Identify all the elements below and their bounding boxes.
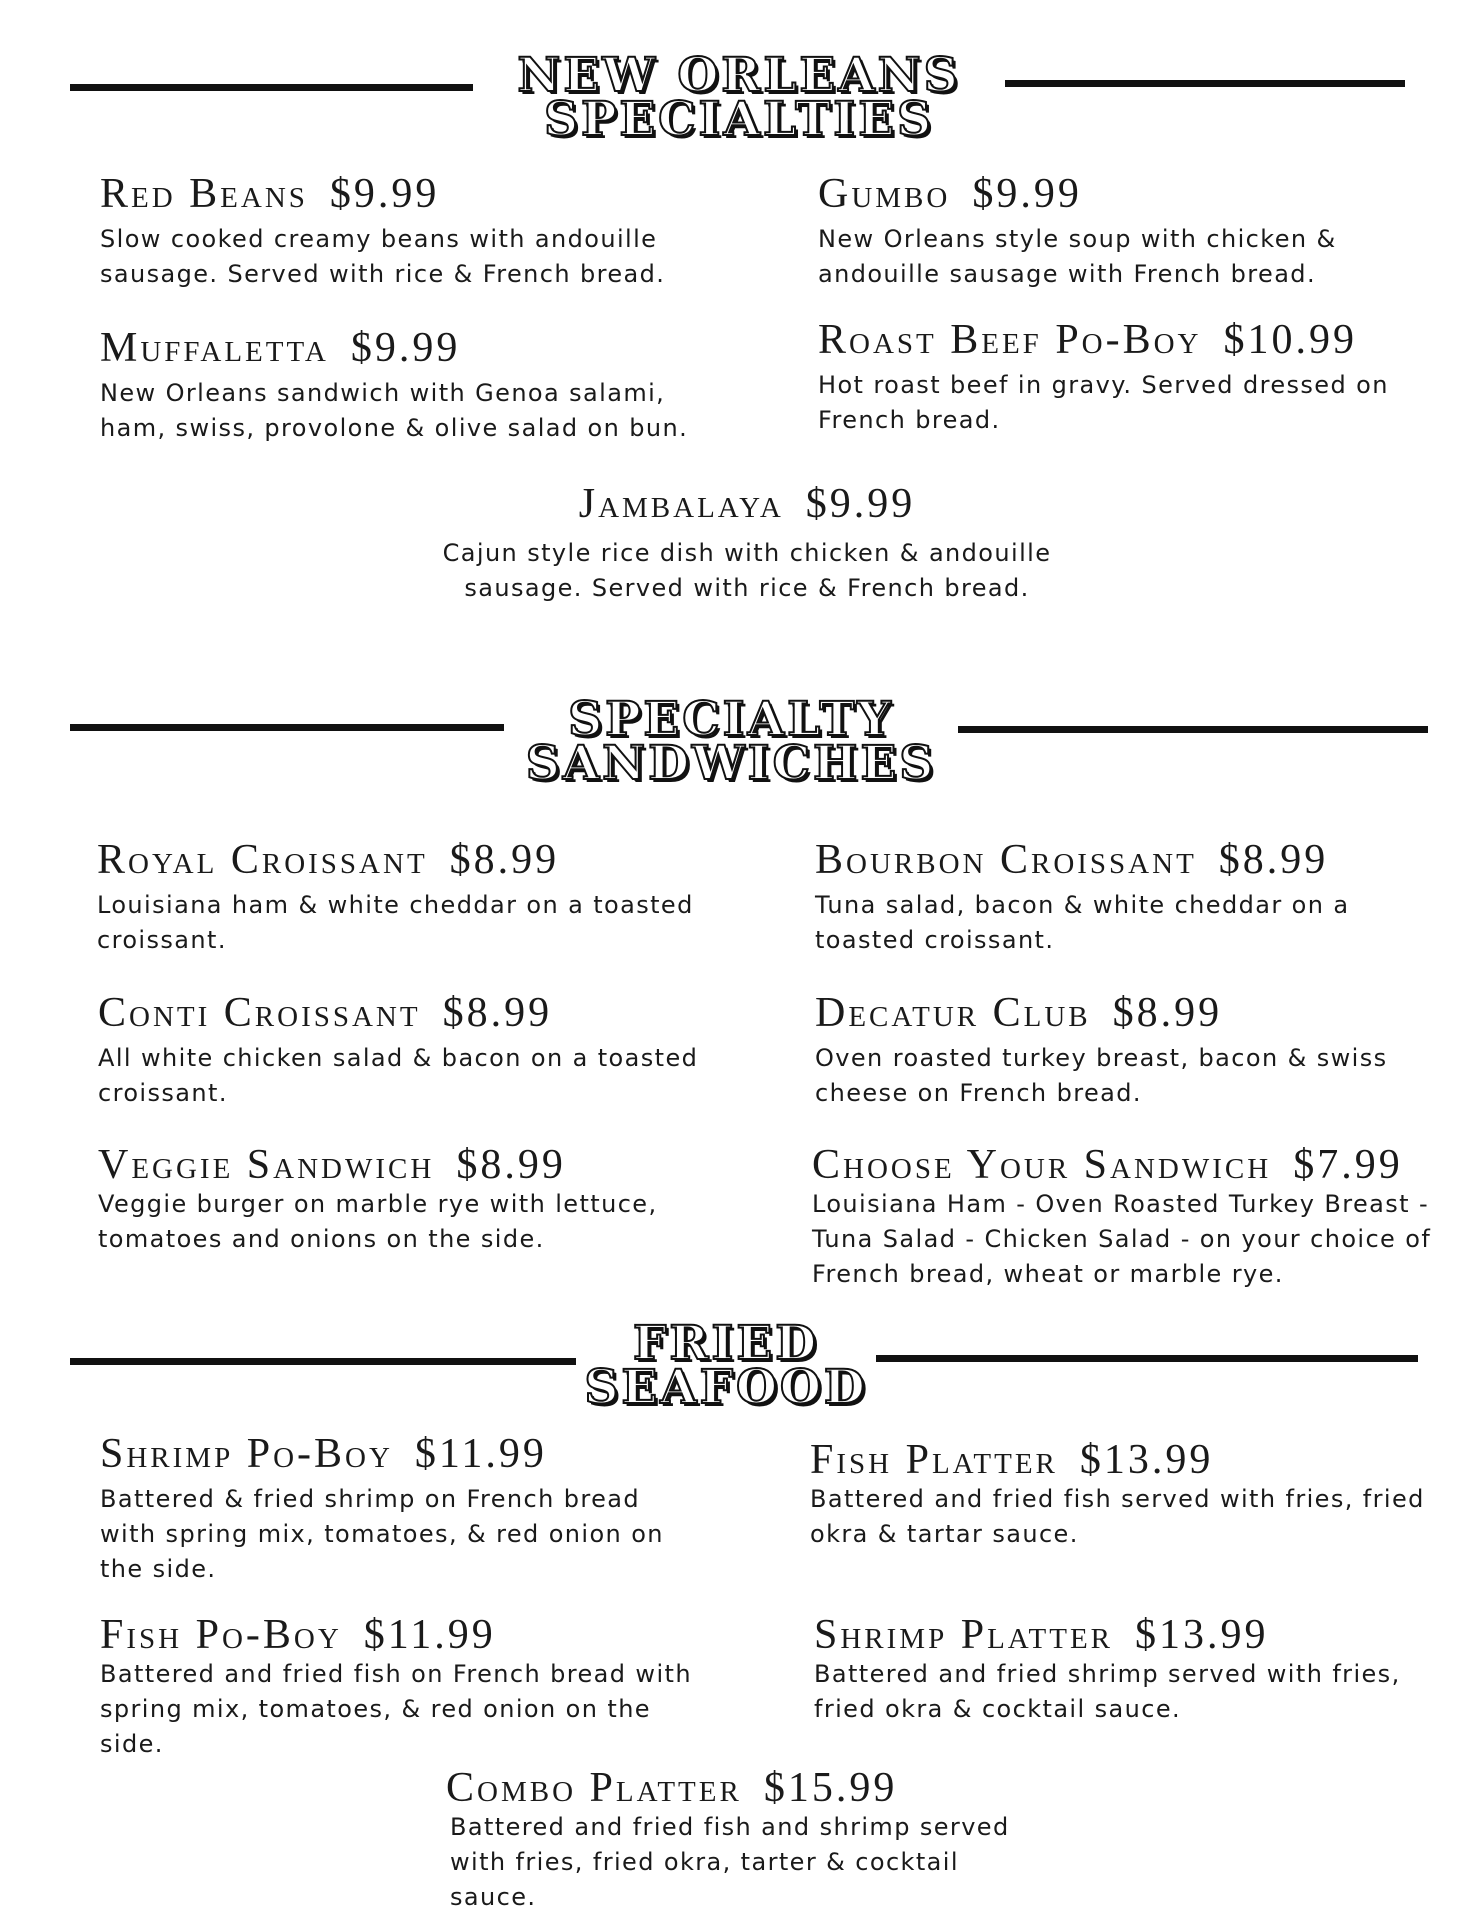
menu-item-description: Cajun style rice dish with chicken & andouille sausage. Served with rice & French bread. (442, 539, 1052, 602)
menu-item-description: New Orleans sandwich with Genoa salami, ham, swiss, provolone & olive salad on bun. (100, 379, 689, 442)
menu-item-name: Fish Po-Boy $11.99 (100, 1612, 496, 1658)
menu-item-description: Battered & fried shrimp on French bread with spring mix, tomatoes, & red onion on the side. (100, 1485, 664, 1583)
menu-item-name: Royal Croissant $8.99 (97, 837, 560, 883)
menu-item-name: Combo Platter $15.99 (446, 1765, 898, 1811)
section-title-line: SEAFOOD (584, 1360, 868, 1415)
section-rule-right (876, 1355, 1418, 1362)
menu-item-price: $15.99 (763, 1765, 898, 1811)
menu-item-description: Hot roast beef in gravy. Served dressed on French bread. (818, 371, 1389, 434)
section-title-line: SPECIALTY (568, 692, 894, 747)
menu-item-name: Red Beans $9.99 (100, 171, 440, 217)
menu-item-price: $8.99 (442, 990, 553, 1036)
menu-item-description: Battered and fried fish and shrimp served with fries, fried okra, tarter & cocktail sauce. (450, 1813, 1010, 1911)
menu-item-description: New Orleans style soup with chicken & andouille sausage with French bread. (818, 225, 1337, 288)
menu-item (818, 318, 1418, 438)
menu-item-name: Conti Croissant $8.99 (98, 990, 553, 1036)
menu-item-description: Battered and fried fish served with fries, fried okra & tartar sauce. (810, 1485, 1425, 1548)
section-rule-left (70, 724, 504, 731)
menu-item-price: $13.99 (1079, 1437, 1214, 1483)
menu-item-description: Louisiana Ham - Oven Roasted Turkey Breast - Tuna Salad - Chicken Salad - on your choice of French bread, wheat or marble rye. (812, 1190, 1432, 1288)
menu-item-description: Battered and fried fish on French bread with spring mix, tomatoes, & red onion on the side. (100, 1660, 692, 1758)
menu-item-price: $8.99 (456, 1142, 566, 1188)
menu-item-name: Roast Beef Po-Boy $10.99 (818, 317, 1357, 363)
section-rule-right (958, 726, 1428, 733)
menu-item (810, 1438, 1430, 1552)
menu-item-name: Jambalaya $9.99 (578, 481, 916, 527)
menu-item-description: Louisiana ham & white cheddar on a toasted croissant. (97, 891, 694, 954)
menu-item-name: Fish Platter $13.99 (810, 1437, 1214, 1483)
menu-item-name: Decatur Club $8.99 (815, 990, 1223, 1036)
section-title-line: NEW ORLEANS (517, 48, 961, 103)
menu-item-price: $9.99 (350, 325, 461, 371)
menu-item (815, 838, 1375, 958)
menu-item (814, 1613, 1414, 1727)
menu-item-name: Bourbon Croissant $8.99 (815, 837, 1329, 883)
menu-item-name: Shrimp Platter $13.99 (814, 1612, 1269, 1658)
menu-item-price: $7.99 (1293, 1142, 1403, 1188)
menu-item (100, 326, 700, 446)
section-title-line: FRIED (633, 1316, 819, 1371)
section-title-new-orleans-specialties (473, 48, 1005, 147)
menu-item-description: Slow cooked creamy beans with andouille sausage. Served with rice & French bread. (100, 225, 666, 288)
menu-item (818, 172, 1398, 292)
menu-item-price: $9.99 (972, 171, 1082, 217)
menu-item-name: Veggie Sandwich $8.99 (98, 1142, 566, 1188)
menu-item (815, 991, 1415, 1111)
section-rule-right (1005, 80, 1405, 87)
menu-item-description: Oven roasted turkey breast, bacon & swiss cheese on French bread. (815, 1044, 1388, 1107)
menu-item-price: $10.99 (1223, 317, 1357, 363)
menu-item-name: Gumbo $9.99 (818, 171, 1082, 217)
section-title-line: SPECIALTIES (544, 92, 934, 147)
menu-item-description: Tuna salad, bacon & white cheddar on a toasted croissant. (815, 891, 1350, 954)
section-rule-left (70, 1358, 576, 1365)
menu-item-price: $9.99 (329, 171, 440, 217)
menu-item (100, 1613, 720, 1762)
menu-item-name: Choose Your Sandwich $7.99 (812, 1142, 1403, 1188)
menu-item-price: $9.99 (805, 481, 916, 527)
menu-item (98, 1143, 718, 1257)
menu-item (432, 482, 1062, 606)
section-title-line: SANDWICHES (525, 736, 937, 791)
menu-item-price: $8.99 (1112, 990, 1223, 1036)
menu-item (98, 991, 728, 1111)
menu-item-name: Shrimp Po-Boy $11.99 (100, 1431, 547, 1477)
section-title-fried-seafood (576, 1316, 876, 1415)
menu-item-price: $11.99 (414, 1431, 547, 1477)
menu-item-price: $13.99 (1135, 1612, 1269, 1658)
menu-item (812, 1143, 1432, 1292)
menu-item-name: Muffaletta $9.99 (100, 325, 461, 371)
menu-item-price: $8.99 (449, 837, 560, 883)
menu-item (446, 1766, 1066, 1915)
menu-item-description: Veggie burger on marble rye with lettuce, tomatoes and onions on the side. (98, 1190, 658, 1253)
menu-item-price: $8.99 (1218, 837, 1329, 883)
menu-item (100, 1432, 690, 1587)
menu-item (100, 172, 700, 292)
menu-item-description: All white chicken salad & bacon on a toasted croissant. (98, 1044, 699, 1107)
section-rule-left (70, 84, 473, 91)
menu-item-description: Battered and fried shrimp served with fries, fried okra & cocktail sauce. (814, 1660, 1401, 1723)
menu-item-price: $11.99 (363, 1612, 496, 1658)
menu-item (97, 838, 717, 958)
section-title-specialty-sandwiches (504, 692, 958, 791)
